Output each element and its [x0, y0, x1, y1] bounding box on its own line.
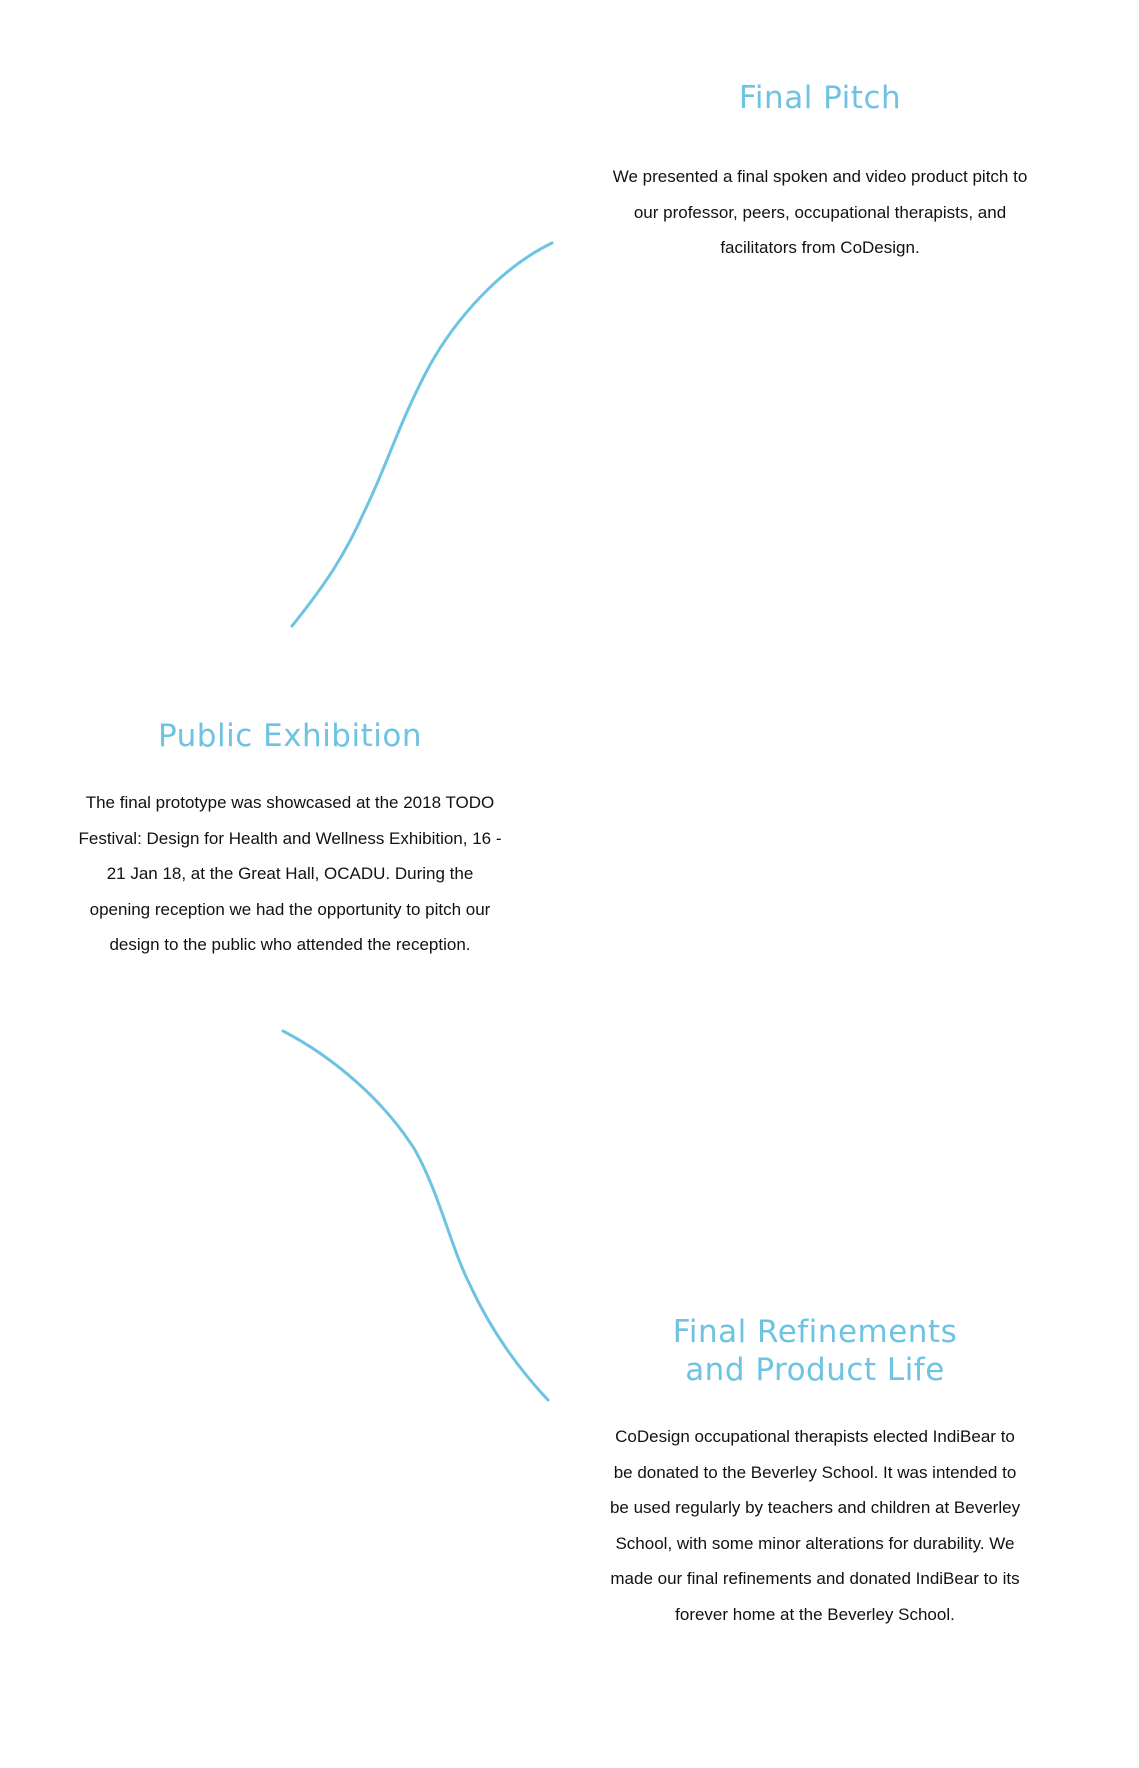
final-pitch-body: [590, 159, 1050, 266]
public-exhibition-title: [60, 717, 520, 755]
body-line: be donated to the Beverley School. It was intended to: [613, 1462, 1017, 1482]
final-refinements-section: [585, 1313, 1045, 1632]
final-pitch-section: [590, 79, 1050, 266]
title-line: Public Exhibition: [158, 718, 422, 754]
body-line: Festival: Design for Health and Wellness Exhibition, 16 -: [78, 828, 502, 848]
body-line: We presented a final spoken and video product pitch to: [612, 167, 1028, 186]
body-line: facilitators from CoDesign.: [720, 238, 920, 257]
body-line: The final prototype was showcased at the 2018 TODO: [85, 793, 495, 812]
final-refinements-body: [585, 1419, 1045, 1632]
body-line: forever home at the Beverley School.: [675, 1604, 955, 1624]
public-exhibition-section: [60, 717, 520, 963]
title-line: Final Refinements: [672, 1314, 958, 1350]
final-refinements-title: [585, 1313, 1045, 1389]
body-line: made our final refinements and donated IndiBear to its: [610, 1569, 1020, 1588]
body-line: opening reception we had the opportunity to pitch our: [89, 899, 491, 919]
body-line: design to the public who attended the reception.: [109, 935, 471, 954]
title-line: Final Pitch: [738, 80, 902, 116]
title-line: and Product Life: [685, 1352, 945, 1388]
final-pitch-title: [590, 79, 1050, 117]
public-exhibition-body: [60, 785, 520, 963]
connector-curve-bottom: [283, 1031, 548, 1400]
body-line: be used regularly by teachers and children at Beverley: [609, 1498, 1021, 1517]
body-line: our professor, peers, occupational therapists, and: [633, 202, 1007, 222]
body-line: 21 Jan 18, at the Great Hall, OCADU. During the: [106, 864, 474, 883]
connector-curve-top: [292, 243, 552, 626]
body-line: CoDesign occupational therapists elected IndiBear to: [615, 1427, 1015, 1446]
body-line: School, with some minor alterations for durability. We: [615, 1533, 1015, 1553]
